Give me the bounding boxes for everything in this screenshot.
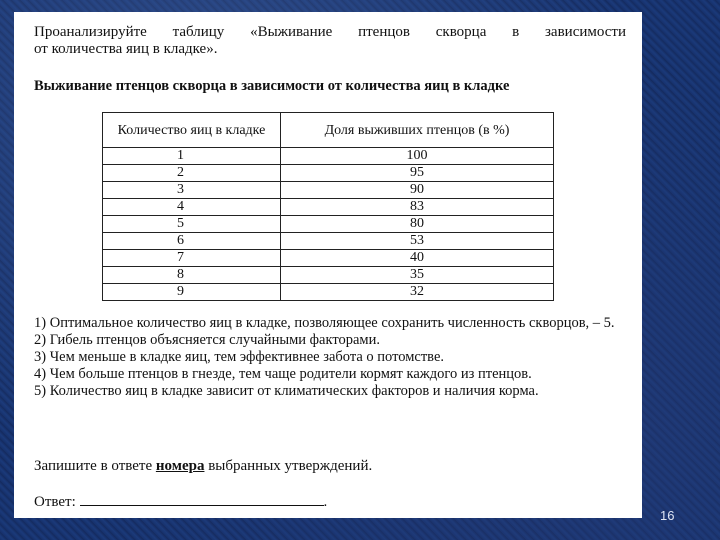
cell-survival: 80 — [281, 216, 554, 233]
table-row — [103, 216, 554, 233]
table-title: Выживание птенцов скворца в зависимости от количества яиц в кладке — [34, 78, 510, 94]
cell-survival: 53 — [281, 233, 554, 250]
answer-row — [34, 491, 327, 511]
table-header-row — [103, 113, 554, 148]
statement-number: 4) — [34, 366, 47, 382]
answer-label: Ответ: — [34, 494, 76, 510]
statement-2 — [34, 332, 626, 349]
statement-4 — [34, 366, 626, 383]
cell-eggs: 7 — [103, 250, 281, 267]
table-row — [103, 250, 554, 267]
cell-eggs: 1 — [103, 148, 281, 165]
instruction-text-before: Запишите в ответе — [34, 458, 156, 474]
statement-1 — [34, 315, 626, 332]
statement-text: Оптимальное количество яиц в кладке, позволяющее сохранить численность скворцов, – 5. — [49, 315, 615, 331]
statement-text: Чем меньше в кладке яиц, тем эффективнее забота о потомстве. — [49, 349, 445, 365]
answer-blank-line[interactable] — [80, 491, 324, 506]
worksheet — [14, 12, 642, 518]
task-intro-line2: от количества яиц в кладке». — [34, 41, 218, 57]
cell-eggs: 5 — [103, 216, 281, 233]
cell-survival: 32 — [281, 284, 554, 301]
cell-survival: 83 — [281, 199, 554, 216]
task-intro — [34, 24, 626, 58]
statement-text: Гибель птенцов объясняется случайными факторами. — [49, 332, 380, 348]
cell-survival: 40 — [281, 250, 554, 267]
cell-survival: 95 — [281, 165, 554, 182]
slide-page-number: 16 — [660, 508, 675, 523]
statement-number: 5) — [34, 383, 47, 399]
cell-survival: 35 — [281, 267, 554, 284]
instruction-text-after: выбранных утверждений. — [204, 458, 373, 474]
table-row — [103, 233, 554, 250]
survival-table — [102, 112, 554, 301]
cell-eggs: 9 — [103, 284, 281, 301]
task-intro-line1: Проанализируйте таблицу «Выживание птенцов скворца в зависимости — [34, 24, 626, 40]
cell-eggs: 8 — [103, 267, 281, 284]
statement-5 — [34, 383, 626, 400]
table-row — [103, 284, 554, 301]
cell-eggs: 6 — [103, 233, 281, 250]
table-row — [103, 199, 554, 216]
header-eggs-count: Количество яиц в кладке — [103, 113, 281, 148]
table-row — [103, 148, 554, 165]
statement-text: Количество яиц в кладке зависит от климатических факторов и наличия корма. — [49, 383, 539, 399]
table-row — [103, 182, 554, 199]
cell-survival: 90 — [281, 182, 554, 199]
statement-3 — [34, 349, 626, 366]
instruction-emphasis: номера — [155, 458, 205, 474]
statement-text: Чем больше птенцов в гнезде, тем чаще родители кормят каждого из птенцов. — [49, 366, 532, 382]
cell-eggs: 4 — [103, 199, 281, 216]
statement-number: 1) — [34, 315, 47, 331]
cell-eggs: 2 — [103, 165, 281, 182]
cell-eggs: 3 — [103, 182, 281, 199]
statement-number: 2) — [34, 332, 47, 348]
answer-end-period: . — [323, 494, 328, 510]
statements-list — [34, 315, 626, 400]
answer-instruction — [34, 458, 372, 475]
header-survival-share: Доля выживших птенцов (в %) — [281, 113, 554, 148]
statement-number: 3) — [34, 349, 47, 365]
table-row — [103, 267, 554, 284]
cell-survival: 100 — [281, 148, 554, 165]
table-row — [103, 165, 554, 182]
